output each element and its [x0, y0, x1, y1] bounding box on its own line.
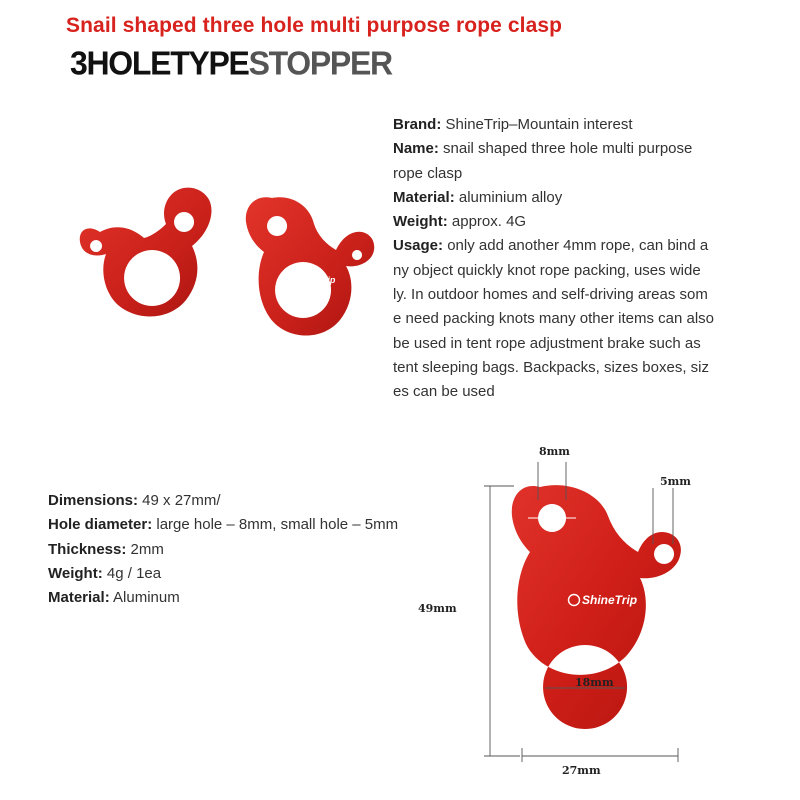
- spec-material: [393, 186, 773, 210]
- dim-height: 49mm: [418, 602, 457, 615]
- spec-usage-cont: e need packing knots many other items can also: [393, 310, 715, 328]
- spec-value: Aluminum: [109, 589, 180, 607]
- spec-value: 4g / 1ea: [102, 564, 162, 582]
- spec-list: [393, 113, 773, 405]
- dimension-spec-list: [48, 489, 468, 610]
- product-photo: [60, 170, 380, 400]
- spec-usage-cont: be used in tent rope adjustment brake such as: [393, 334, 701, 352]
- spec-hole-diameter: [48, 513, 468, 537]
- spec-value: ShineTrip–Mountain interest: [441, 116, 633, 133]
- spec-label: Material:: [48, 589, 110, 607]
- spec-value: only add another 4mm rope, can bind a: [443, 237, 709, 255]
- clasp-left: [80, 188, 212, 317]
- spec-brand: [393, 113, 773, 137]
- spec-label: Weight:: [48, 564, 103, 582]
- spec-value: snail shaped three hole multi purpose: [438, 140, 693, 158]
- subtitle-part1: 3HOLETYPE: [70, 44, 249, 82]
- spec-label: Brand:: [393, 116, 442, 133]
- spec-value: aluminium alloy: [454, 188, 563, 206]
- spec-label: Usage:: [393, 237, 444, 255]
- spec-label: Thickness:: [48, 540, 127, 558]
- product-subtitle: [70, 44, 392, 83]
- spec-dimensions: [48, 489, 468, 513]
- product-title: Snail shaped three hole multi purpose rope clasp: [66, 14, 563, 37]
- spec-usage-cont: ny object quickly knot rope packing, uses wide: [393, 261, 701, 279]
- spec-usage-cont: es can be used: [393, 383, 495, 401]
- clasp-right: [246, 197, 374, 335]
- dim-large-hole: 18mm: [575, 676, 614, 689]
- spec-thickness: [48, 538, 468, 562]
- spec-value: 2mm: [126, 540, 164, 558]
- spec-weight: [393, 210, 773, 234]
- spec-value: large hole – 8mm, small hole – 5mm: [152, 516, 399, 534]
- spec-value: 49 x 27mm/: [138, 492, 221, 509]
- dim-width: 27mm: [562, 764, 601, 777]
- spec-label: Name:: [393, 140, 439, 158]
- spec-label: Hole diameter:: [48, 516, 153, 534]
- spec-usage-cont: tent sleeping bags. Backpacks, sizes boxes, siz: [393, 358, 709, 376]
- subtitle-part2: STOPPER: [248, 44, 392, 82]
- dim-top-hole: 8mm: [539, 445, 570, 458]
- spec-label: Material:: [393, 188, 455, 206]
- shinetrip-logo-small: [284, 275, 336, 285]
- spec-name-cont: rope clasp: [393, 164, 463, 182]
- svg-text:ShineTrip: ShineTrip: [294, 275, 336, 285]
- spec-label: Weight:: [393, 213, 448, 231]
- dim-small-hole: 5mm: [660, 475, 691, 488]
- spec-name: [393, 137, 773, 161]
- spec-material: [48, 586, 468, 610]
- spec-label: Dimensions:: [48, 492, 139, 509]
- spec-usage-cont: ly. In outdoor homes and self-driving areas som: [393, 286, 708, 304]
- clasp-diagram: [512, 485, 681, 729]
- svg-text:ShineTrip: ShineTrip: [582, 593, 638, 607]
- spec-weight: [48, 562, 468, 586]
- spec-value: approx. 4G: [447, 213, 527, 231]
- spec-usage: [393, 234, 773, 258]
- dimension-diagram: [410, 440, 710, 790]
